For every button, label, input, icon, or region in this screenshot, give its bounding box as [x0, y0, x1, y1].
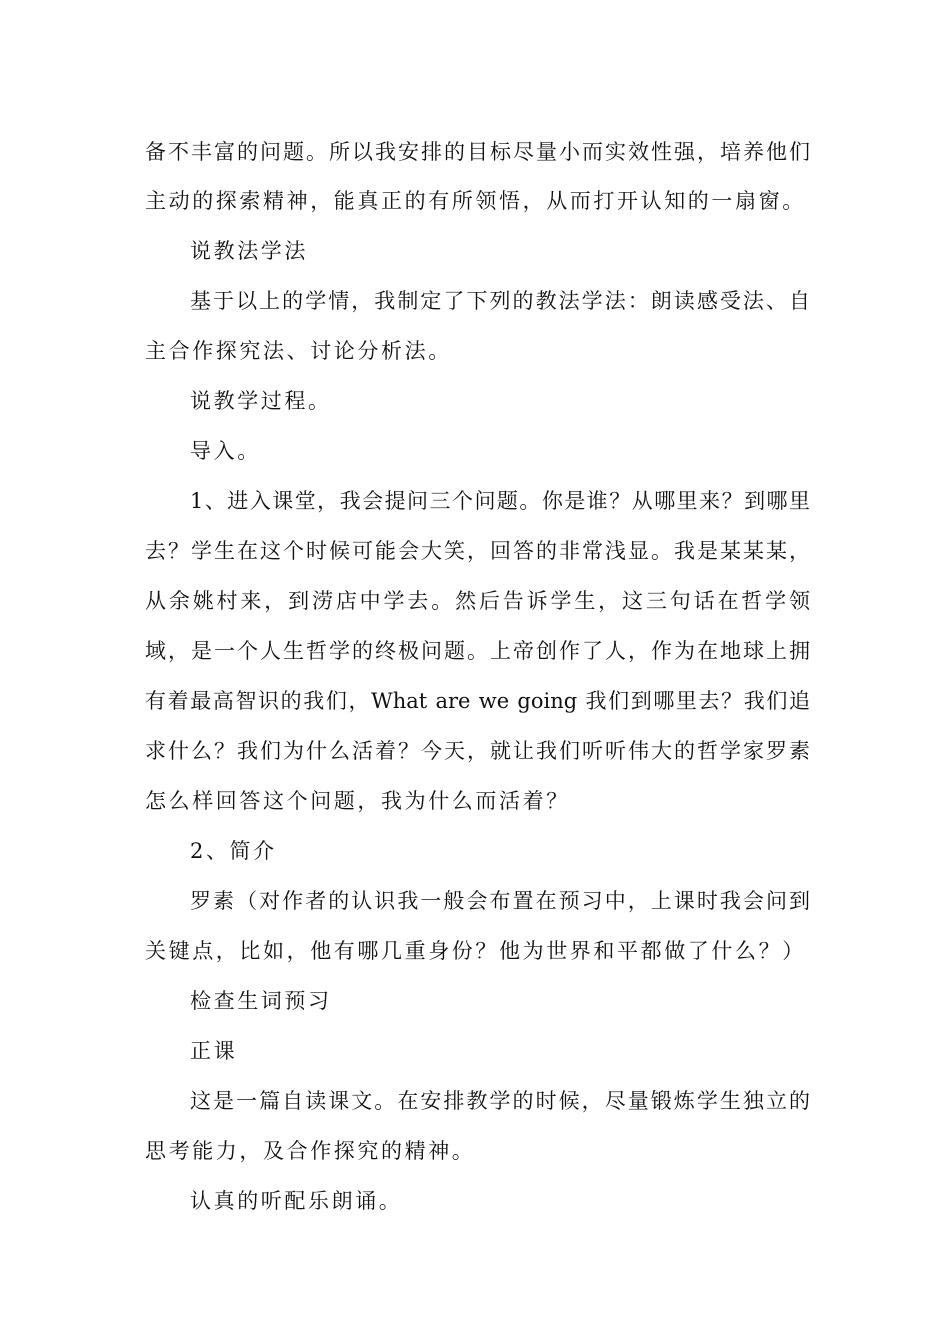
- paragraph-line: 域，是一个人生哲学的终极问题。上帝创作了人，作为在地球上拥: [145, 639, 810, 663]
- paragraph-line: 求什么？我们为什么活着？今天，就让我们听听伟大的哲学家罗素: [145, 739, 810, 763]
- paragraph-line: 基于以上的学情，我制定了下列的教法学法：朗读感受法、自: [190, 289, 810, 313]
- section-heading: 导入。: [190, 439, 261, 463]
- paragraph-line: 1、进入课堂，我会提问三个问题。你是谁？从哪里来？到哪里: [190, 489, 810, 513]
- paragraph-line: 思考能力，及合作探究的精神。: [145, 1139, 476, 1163]
- section-heading: 说教学过程。: [190, 389, 332, 413]
- section-heading: 检查生词预习: [190, 989, 332, 1013]
- paragraph-line: 怎么样回答这个问题，我为什么而活着？: [145, 789, 570, 813]
- section-heading: 2、简介: [190, 839, 277, 863]
- paragraph-line: 主动的探索精神，能真正的有所领悟，从而打开认知的一扇窗。: [145, 189, 806, 213]
- section-heading: 正课: [190, 1039, 238, 1063]
- paragraph-line: 罗素（对作者的认识我一般会布置在预习中，上课时我会问到: [190, 889, 810, 913]
- paragraph-line: 主合作探究法、讨论分析法。: [145, 339, 452, 363]
- paragraph-line: 关键点，比如，他有哪几重身份？他为世界和平都做了什么？）: [145, 939, 806, 963]
- paragraph-line: 去？学生在这个时候可能会大笑，回答的非常浅显。我是某某某，: [145, 539, 810, 563]
- paragraph-line: 认真的听配乐朗诵。: [190, 1189, 403, 1213]
- paragraph-line: 备不丰富的问题。所以我安排的目标尽量小而实效性强，培养他们: [145, 140, 810, 164]
- paragraph-line: 从余姚村来，到涝店中学去。然后告诉学生，这三句话在哲学领: [145, 589, 810, 613]
- section-heading: 说教法学法: [190, 239, 308, 263]
- paragraph-line: 这是一篇自读课文。在安排教学的时候，尽量锻炼学生独立的: [190, 1089, 810, 1113]
- paragraph-line: 有着最高智识的我们，What are we going 我们到哪里去？我们追: [145, 689, 810, 713]
